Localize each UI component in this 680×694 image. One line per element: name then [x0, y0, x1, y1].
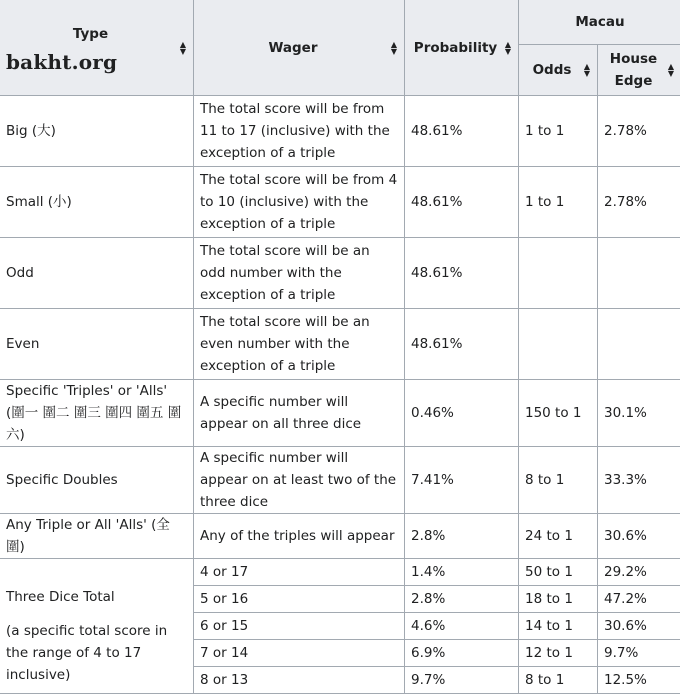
- cell-type: Any Triple or All 'Alls' (全圍): [0, 514, 194, 559]
- cell-wager: The total score will be an odd number with the exception of a triple: [194, 238, 405, 309]
- table-row: [0, 96, 680, 167]
- cell-type: Specific 'Triples' or 'Alls' (圍一 圍二 圍三 圍四 圍五 圍六): [0, 380, 194, 447]
- cell-odds: [519, 238, 598, 309]
- cell-type: Even: [0, 309, 194, 380]
- sort-icon[interactable]: ▲ ▼: [505, 41, 511, 55]
- cell-probability: 9.7%: [405, 667, 519, 694]
- column-header-house-edge-label: House Edge: [610, 51, 657, 89]
- cell-house-edge: [598, 309, 680, 380]
- cell-wager: The total score will be from 4 to 10 (inclusive) with the exception of a triple: [194, 167, 405, 238]
- cell-odds: 12 to 1: [519, 640, 598, 667]
- watermark-logo: bakht.org: [6, 51, 175, 73]
- table-row: [0, 559, 680, 586]
- cell-wager: 7 or 14: [194, 640, 405, 667]
- cell-type: Specific Doubles: [0, 447, 194, 514]
- cell-wager: The total score will be an even number with the exception of a triple: [194, 309, 405, 380]
- cell-house-edge: 30.6%: [598, 613, 680, 640]
- cell-type: Small (小): [0, 167, 194, 238]
- cell-wager: 4 or 17: [194, 559, 405, 586]
- cell-odds: 24 to 1: [519, 514, 598, 559]
- cell-type: Big (大): [0, 96, 194, 167]
- cell-odds: [519, 309, 598, 380]
- sort-icon[interactable]: ▲ ▼: [668, 63, 674, 77]
- cell-house-edge: 30.6%: [598, 514, 680, 559]
- column-header-house-edge[interactable]: [598, 45, 680, 96]
- cell-odds: 1 to 1: [519, 96, 598, 167]
- cell-house-edge: 2.78%: [598, 96, 680, 167]
- cell-odds: 18 to 1: [519, 586, 598, 613]
- column-header-wager-label: Wager: [269, 40, 318, 56]
- cell-odds: 1 to 1: [519, 167, 598, 238]
- table-row: [0, 309, 680, 380]
- sort-icon[interactable]: ▲ ▼: [584, 63, 590, 77]
- cell-wager: 8 or 13: [194, 667, 405, 694]
- cell-odds: 14 to 1: [519, 613, 598, 640]
- cell-house-edge: 30.1%: [598, 380, 680, 447]
- sort-icon[interactable]: ▲ ▼: [391, 41, 397, 55]
- cell-odds: 8 to 1: [519, 447, 598, 514]
- cell-wager: Any of the triples will appear: [194, 514, 405, 559]
- cell-house-edge: 2.78%: [598, 167, 680, 238]
- cell-house-edge: 29.2%: [598, 559, 680, 586]
- table-row: [0, 447, 680, 514]
- cell-wager: A specific number will appear on all three dice: [194, 380, 405, 447]
- cell-odds: 50 to 1: [519, 559, 598, 586]
- sort-icon[interactable]: ▲ ▼: [180, 41, 186, 55]
- cell-wager: The total score will be from 11 to 17 (inclusive) with the exception of a triple: [194, 96, 405, 167]
- column-header-odds-label: Odds: [533, 62, 572, 78]
- cell-wager: 6 or 15: [194, 613, 405, 640]
- cell-probability: 2.8%: [405, 514, 519, 559]
- cell-odds: 8 to 1: [519, 667, 598, 694]
- cell-probability: 6.9%: [405, 640, 519, 667]
- cell-odds: 150 to 1: [519, 380, 598, 447]
- cell-probability: 48.61%: [405, 167, 519, 238]
- cell-wager: 5 or 16: [194, 586, 405, 613]
- three-dice-total-note: (a specific total score in the range of 4 to 17 inclusive): [6, 623, 167, 683]
- table-row: [0, 238, 680, 309]
- column-header-probability[interactable]: [405, 0, 519, 96]
- cell-wager: A specific number will appear on at least two of the three dice: [194, 447, 405, 514]
- column-header-probability-label: Probability: [414, 40, 497, 56]
- cell-probability: 0.46%: [405, 380, 519, 447]
- cell-type-three-dice-total: [0, 559, 194, 694]
- cell-probability: 1.4%: [405, 559, 519, 586]
- cell-probability: 7.41%: [405, 447, 519, 514]
- cell-probability: 48.61%: [405, 309, 519, 380]
- cell-type: Odd: [0, 238, 194, 309]
- column-header-type-label: Type: [73, 26, 108, 42]
- column-header-type[interactable]: [0, 0, 194, 96]
- cell-house-edge: 47.2%: [598, 586, 680, 613]
- column-group-macau: Macau: [519, 0, 680, 45]
- table-row: [0, 167, 680, 238]
- cell-probability: 2.8%: [405, 586, 519, 613]
- cell-house-edge: 12.5%: [598, 667, 680, 694]
- table-row: [0, 514, 680, 559]
- cell-house-edge: [598, 238, 680, 309]
- column-header-wager[interactable]: [194, 0, 405, 96]
- column-header-odds[interactable]: [519, 45, 598, 96]
- table-row: [0, 380, 680, 447]
- cell-probability: 48.61%: [405, 96, 519, 167]
- cell-probability: 48.61%: [405, 238, 519, 309]
- cell-probability: 4.6%: [405, 613, 519, 640]
- cell-house-edge: 9.7%: [598, 640, 680, 667]
- three-dice-total-title: Three Dice Total: [6, 589, 115, 605]
- cell-house-edge: 33.3%: [598, 447, 680, 514]
